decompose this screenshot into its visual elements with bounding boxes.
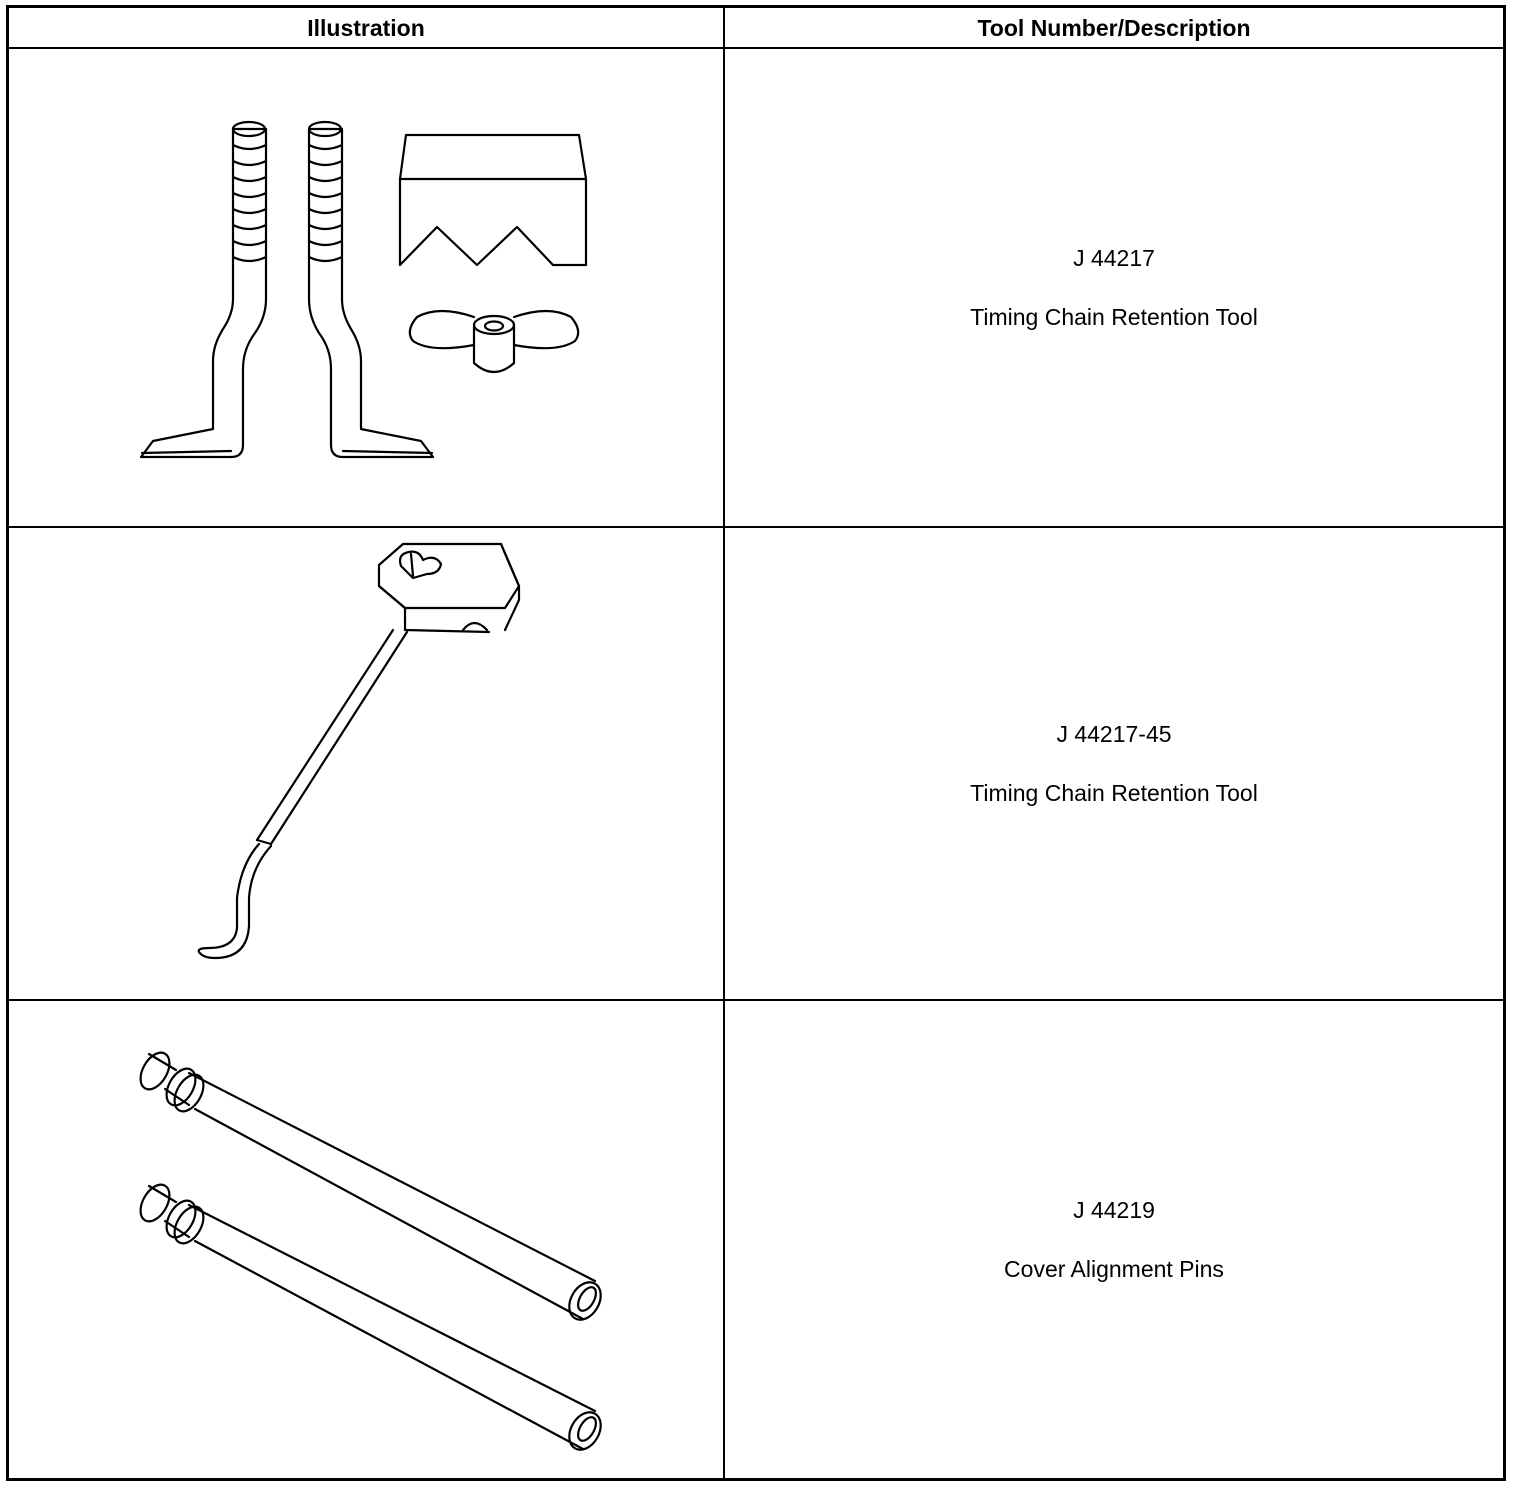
retention-tool-brackets-icon	[9, 49, 723, 526]
retention-tool-hook-icon	[9, 528, 723, 999]
tool-description: Cover Alignment Pins	[1004, 1255, 1224, 1282]
tool-number: J 44217	[1073, 244, 1155, 271]
tool-number: J 44217-45	[1056, 720, 1172, 747]
tool-cell	[725, 528, 1503, 999]
tool-description: Timing Chain Retention Tool	[970, 303, 1258, 330]
tool-description: Timing Chain Retention Tool	[970, 779, 1258, 806]
header-tool-number: Tool Number/Description	[977, 14, 1251, 41]
tool-cell	[725, 49, 1503, 526]
header-illustration: Illustration	[307, 14, 425, 41]
tool-cell	[725, 1001, 1503, 1478]
alignment-pins-icon	[9, 1001, 723, 1478]
tool-number: J 44219	[1073, 1196, 1155, 1223]
